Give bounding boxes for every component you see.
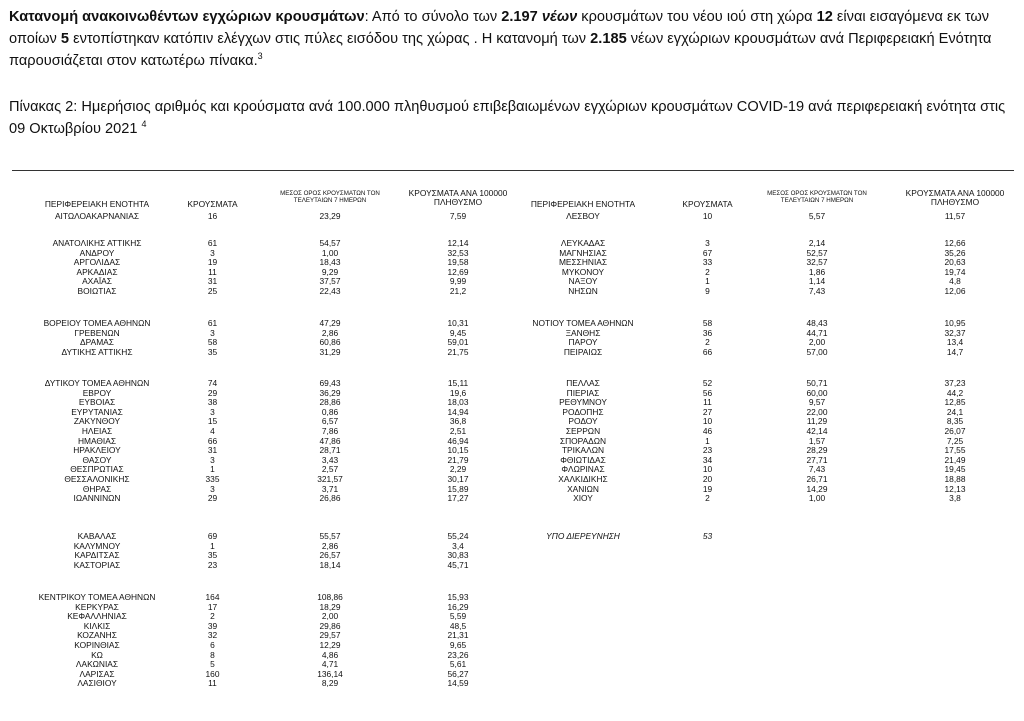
- cell-region: ΚΙΛΚΙΣ: [83, 620, 111, 631]
- cell-region: ΑΝΔΡΟΥ: [79, 247, 115, 258]
- cell-avg7: 0,86: [321, 406, 339, 417]
- cell-per100k: 21,79: [447, 454, 469, 465]
- cell-per100k: 8,35: [946, 416, 964, 427]
- cell-avg7: 1,57: [808, 435, 826, 446]
- cell-avg7: 47,29: [319, 318, 341, 328]
- cell-cases: 1: [705, 276, 710, 287]
- cell-avg7: 22,00: [806, 406, 828, 417]
- cell-avg7: 18,29: [319, 601, 341, 612]
- cell-per100k: 4,8: [949, 276, 961, 287]
- cell-per100k: 18,03: [447, 397, 469, 408]
- cell-per100k: 7,25: [946, 435, 964, 446]
- cell-avg7: 136,14: [317, 668, 343, 679]
- cell-per100k: 15,93: [447, 592, 469, 602]
- cell-cases: 8: [210, 649, 215, 660]
- cell-per100k: 24,1: [946, 406, 964, 417]
- cell-cases: 1: [210, 540, 215, 551]
- cell-avg7: 5,57: [808, 211, 826, 221]
- cell-avg7: 108,86: [317, 592, 343, 602]
- cell-region: ΘΑΣΟΥ: [82, 454, 112, 465]
- cell-avg7: 7,86: [321, 426, 339, 436]
- footnote-ref-4: 4: [141, 119, 147, 130]
- cell-region: ΗΜΑΘΙΑΣ: [77, 435, 117, 446]
- cell-region: ΚΑΣΤΟΡΙΑΣ: [73, 559, 121, 570]
- cell-region: ΤΡΙΚΑΛΩΝ: [561, 445, 605, 456]
- cell-cases: 3: [210, 483, 215, 494]
- cell-per100k: 14,59: [447, 678, 469, 689]
- cell-cases: 6: [210, 640, 215, 650]
- cell-cases: 39: [207, 620, 218, 631]
- cell-cases: 31: [207, 445, 218, 456]
- cell-cases: 17: [207, 601, 218, 612]
- cell-avg7: 12,29: [319, 640, 341, 650]
- cell-avg7: 50,71: [806, 378, 828, 388]
- cell-per100k: 2,51: [449, 426, 467, 436]
- cell-cases: 69: [207, 531, 218, 541]
- cell-avg7: 36,29: [319, 387, 341, 398]
- cell-region: ΡΟΔΟΥ: [568, 416, 598, 427]
- cell-cases: 15: [207, 416, 218, 427]
- cell-per100k: 5,61: [449, 659, 467, 670]
- cell-region: ΠΕΙΡΑΙΩΣ: [563, 346, 603, 357]
- cell-region: ΝΑΞΟΥ: [568, 276, 598, 287]
- cell-per100k: 36,8: [449, 416, 467, 427]
- cell-avg7: 54,57: [319, 238, 341, 248]
- cell-cases: 3: [705, 238, 710, 248]
- cell-per100k: 21,31: [447, 630, 469, 641]
- left-header-region: ΠΕΡΙΦΕΡΕΙΑΚΗ ΕΝΟΤΗΤΑ: [44, 199, 150, 209]
- cell-per100k: 10,95: [944, 318, 966, 328]
- cell-per100k: 19,45: [944, 464, 966, 475]
- cell-per100k: 44,2: [946, 387, 964, 398]
- cell-per100k: 5,59: [449, 611, 467, 622]
- cell-avg7: 11,29: [806, 416, 828, 427]
- cell-cases: 29: [207, 493, 218, 504]
- cell-region: ΒΟΡΕΙΟΥ ΤΟΜΕΑ ΑΘΗΝΩΝ: [43, 318, 151, 328]
- cell-region: ΥΠΟ ΔΙΕΡΕΥΝΗΣΗ: [546, 531, 620, 541]
- cell-cases: 58: [702, 318, 713, 328]
- cell-region: ΚΕΦΑΛΛΗΝΙΑΣ: [67, 611, 127, 622]
- cell-per100k: 11,57: [944, 211, 966, 221]
- cell-avg7: 28,71: [319, 445, 341, 456]
- cell-region: ΠΙΕΡΙΑΣ: [566, 387, 600, 398]
- table-caption: Πίνακας 2: Ημερήσιος αριθμός και κρούσματα ανά 100.000 πληθυσμού επιβεβαιωμένων εγχώριων κρουσμάτων COVID-19 ανά περιφερειακή ενότητα στις 09 Οκτωβρίου 2021 $^4$: [9, 99, 1006, 137]
- cell-per100k: 3,8: [949, 493, 961, 504]
- cell-cases: 53: [702, 531, 713, 541]
- cell-per100k: 2,29: [449, 464, 467, 475]
- cell-avg7: 4,86: [321, 649, 339, 660]
- cell-cases: 1: [705, 435, 710, 446]
- cell-region: ΘΕΣΣΑΛΟΝΙΚΗΣ: [64, 474, 130, 484]
- cell-region: ΧΙΟΥ: [573, 493, 593, 504]
- cell-avg7: 44,71: [806, 327, 828, 338]
- cell-cases: 56: [702, 387, 713, 398]
- cell-avg7: 4,71: [321, 659, 339, 670]
- cell-per100k: 19,6: [449, 387, 467, 398]
- cell-region: ΗΡΑΚΛΕΙΟΥ: [73, 445, 121, 456]
- cell-avg7: 48,43: [806, 318, 828, 328]
- cell-region: ΕΥΒΟΙΑΣ: [78, 397, 116, 408]
- cell-cases: 66: [207, 435, 218, 446]
- cell-avg7: 18,43: [319, 257, 341, 268]
- cell-cases: 11: [208, 678, 217, 689]
- cell-cases: 11: [703, 397, 712, 408]
- cell-per100k: 26,07: [944, 426, 966, 436]
- cell-cases: 25: [207, 286, 218, 296]
- left-header-avg7: ΜΕΣΟΣ ΟΡΟΣ ΚΡΟΥΣΜΑΤΩΝ ΤΟΝ ΤΕΛΕΥΤΑΙΩΝ 7 ΗΜΕΡΩΝ: [280, 190, 380, 205]
- cell-cases: 32: [207, 630, 218, 641]
- cell-cases: 33: [702, 257, 713, 268]
- cell-avg7: 9,29: [321, 266, 339, 277]
- right-header-avg7: ΜΕΣΟΣ ΟΡΟΣ ΚΡΟΥΣΜΑΤΩΝ ΤΟΝ ΤΕΛΕΥΤΑΙΩΝ 7 ΗΜΕΡΩΝ: [767, 190, 867, 205]
- cell-per100k: 3,4: [452, 540, 464, 551]
- intro-lead: Κατανομή ανακοινωθέντων εγχώριων κρουσμάτων: [9, 9, 365, 25]
- cell-region: ΚΟΖΑΝΗΣ: [77, 630, 117, 641]
- cell-avg7: 1,86: [808, 266, 826, 277]
- cell-region: ΦΛΩΡΙΝΑΣ: [561, 464, 605, 475]
- cell-cases: 3: [210, 247, 215, 258]
- cell-cases: 5: [210, 659, 215, 670]
- cell-per100k: 21,75: [447, 346, 469, 357]
- cell-per100k: 9,45: [449, 327, 467, 338]
- cell-avg7: 47,86: [319, 435, 341, 446]
- cell-avg7: 42,14: [806, 426, 828, 436]
- cell-region: ΚΑΒΑΛΑΣ: [77, 531, 117, 541]
- cell-avg7: 57,00: [806, 346, 828, 357]
- cell-cases: 2: [705, 493, 710, 504]
- cell-avg7: 29,86: [319, 620, 341, 631]
- cell-per100k: 21,49: [944, 454, 966, 465]
- cell-region: ΚΕΝΤΡΙΚΟΥ ΤΟΜΕΑ ΑΘΗΝΩΝ: [38, 592, 156, 602]
- cell-cases: 34: [702, 454, 713, 465]
- cell-per100k: 15,11: [447, 378, 469, 388]
- cell-region: ΔΥΤΙΚΟΥ ΤΟΜΕΑ ΑΘΗΝΩΝ: [44, 378, 150, 388]
- cell-avg7: 321,57: [317, 474, 343, 484]
- left-header-per100k: ΚΡΟΥΣΜΑΤΑ ΑΝΑ 100000 ΠΛΗΘΥΣΜΟ: [408, 188, 508, 208]
- cell-avg7: 2,57: [321, 464, 339, 475]
- cell-region: ΠΑΡΟΥ: [568, 337, 598, 348]
- cell-per100k: 12,14: [447, 238, 469, 248]
- cell-cases: 10: [702, 211, 713, 221]
- cell-region: ΘΕΣΠΡΩΤΙΑΣ: [70, 464, 124, 475]
- cell-region: ΚΑΛΥΜΝΟΥ: [73, 540, 121, 551]
- cell-per100k: 56,27: [447, 668, 469, 679]
- cell-per100k: 15,89: [447, 483, 469, 494]
- cell-avg7: 60,86: [319, 337, 341, 348]
- cell-avg7: 1,00: [321, 247, 339, 258]
- cell-per100k: 17,27: [447, 493, 469, 504]
- cell-cases: 66: [702, 346, 713, 357]
- cell-cases: 67: [702, 247, 713, 258]
- cell-cases: 3: [210, 406, 215, 417]
- cell-region: ΜΥΚΟΝΟΥ: [561, 266, 605, 277]
- cell-avg7: 7,43: [808, 464, 826, 475]
- cell-per100k: 46,94: [447, 435, 469, 446]
- cell-avg7: 26,86: [319, 493, 341, 504]
- cell-cases: 2: [210, 611, 215, 622]
- cell-region: ΒΟΙΩΤΙΑΣ: [77, 286, 117, 296]
- cell-region: ΕΒΡΟΥ: [82, 387, 112, 398]
- cell-region: ΡΟΔΟΠΗΣ: [562, 406, 604, 417]
- cell-avg7: 3,71: [321, 483, 339, 494]
- cell-region: ΚΕΡΚΥΡΑΣ: [75, 601, 119, 612]
- cell-region: ΚΩ: [91, 649, 103, 660]
- cell-avg7: 28,29: [806, 445, 828, 456]
- cell-region: ΑΧΑΪΑΣ: [82, 276, 112, 287]
- cell-region: ΦΘΙΩΤΙΔΑΣ: [560, 454, 606, 465]
- cell-region: ΛΑΡΙΣΑΣ: [79, 668, 115, 679]
- cell-avg7: 31,29: [319, 346, 341, 357]
- cell-cases: 35: [207, 550, 218, 561]
- cell-avg7: 1,00: [808, 493, 826, 504]
- cell-cases: 38: [207, 397, 218, 408]
- cell-region: ΚΑΡΔΙΤΣΑΣ: [74, 550, 120, 561]
- right-header-per100k: ΚΡΟΥΣΜΑΤΑ ΑΝΑ 100000 ΠΛΗΘΥΣΜΟ: [905, 188, 1005, 208]
- cell-per100k: 10,15: [447, 445, 469, 456]
- cell-cases: 58: [207, 337, 218, 348]
- cell-region: ΞΑΝΘΗΣ: [565, 327, 601, 338]
- footnote-ref-3: 3: [257, 51, 263, 62]
- cell-per100k: 59,01: [447, 337, 469, 348]
- cell-region: ΛΑΣΙΘΙΟΥ: [77, 678, 117, 689]
- intro-paragraph: Κατανομή ανακοινωθέντων εγχώριων κρουσμάτων: Από το σύνολο των 2.197 νέων κρουσμάτων του νέου ιού στη χώρα 12 είναι εισαγόμενα εκ των οποίων 5 εντοπίστηκαν κατόπιν ελέγχων στις πύλες εισόδου της χώρας . Η κατανομή των 2.185 νέων εγχώριων κρουσμάτων ανά Περιφερειακή Ενότητα παρουσιάζεται στον κατωτέρω πίνακα.$^3$: [9, 9, 992, 69]
- cell-avg7: 2,00: [321, 611, 339, 622]
- cell-avg7: 26,71: [806, 474, 828, 484]
- cell-region: ΑΡΚΑΔΙΑΣ: [76, 266, 118, 277]
- cell-avg7: 9,57: [808, 397, 826, 408]
- cell-avg7: 28,86: [319, 397, 341, 408]
- cell-cases: 3: [210, 454, 215, 465]
- cell-avg7: 7,43: [808, 286, 826, 296]
- right-header-region: ΠΕΡΙΦΕΡΕΙΑΚΗ ΕΝΟΤΗΤΑ: [530, 199, 636, 209]
- cell-cases: 2: [705, 266, 710, 277]
- cell-region: ΧΑΛΚΙΔΙΚΗΣ: [558, 474, 608, 484]
- cell-cases: 52: [702, 378, 713, 388]
- cell-avg7: 2,86: [321, 327, 339, 338]
- cell-cases: 27: [702, 406, 713, 417]
- cell-per100k: 12,85: [944, 397, 966, 408]
- cell-cases: 335: [205, 474, 220, 484]
- cell-cases: 31: [207, 276, 218, 287]
- cell-per100k: 12,69: [447, 266, 469, 277]
- cell-per100k: 7,59: [449, 211, 467, 221]
- cell-region: ΜΑΓΝΗΣΙΑΣ: [559, 247, 607, 258]
- cell-region: ΔΥΤΙΚΗΣ ΑΤΤΙΚΗΣ: [61, 346, 133, 357]
- cell-region: ΑΡΓΟΛΙΔΑΣ: [73, 257, 121, 268]
- cell-region: ΑΙΤΩΛΟΑΚΑΡΝΑΝΙΑΣ: [54, 211, 140, 221]
- cell-avg7: 2,00: [808, 337, 826, 348]
- cell-region: ΣΕΡΡΩΝ: [565, 426, 601, 436]
- cell-per100k: 48,5: [449, 620, 467, 631]
- cell-cases: 164: [205, 592, 220, 602]
- cell-per100k: 30,83: [447, 550, 469, 561]
- cell-region: ΛΕΣΒΟΥ: [566, 211, 600, 221]
- cell-per100k: 12,06: [944, 286, 966, 296]
- cell-region: ΑΝΑΤΟΛΙΚΗΣ ΑΤΤΙΚΗΣ: [52, 238, 142, 248]
- cell-region: ΣΠΟΡΑΔΩΝ: [559, 435, 607, 446]
- cell-per100k: 35,26: [944, 247, 966, 258]
- cell-per100k: 10,31: [447, 318, 469, 328]
- cell-per100k: 32,37: [944, 327, 966, 338]
- cell-region: ΓΡΕΒΕΝΩΝ: [74, 327, 120, 338]
- cell-per100k: 12,13: [944, 483, 966, 494]
- cell-avg7: 8,29: [321, 678, 339, 689]
- cell-per100k: 32,53: [447, 247, 469, 258]
- cell-cases: 23: [207, 559, 218, 570]
- cell-avg7: 69,43: [319, 378, 341, 388]
- cell-cases: 160: [205, 668, 220, 679]
- cell-cases: 9: [705, 286, 710, 296]
- cell-avg7: 26,57: [319, 550, 341, 561]
- cell-region: ΜΕΣΣΗΝΙΑΣ: [558, 257, 608, 268]
- cell-region: ΡΕΘΥΜΝΟΥ: [559, 397, 607, 408]
- cell-cases: 10: [702, 464, 713, 475]
- cell-per100k: 30,17: [447, 474, 469, 484]
- cell-avg7: 18,14: [319, 559, 341, 570]
- cell-cases: 61: [207, 318, 218, 328]
- cell-region: ΝΗΣΩΝ: [568, 286, 598, 296]
- cell-cases: 4: [210, 426, 215, 436]
- cell-per100k: 19,74: [944, 266, 966, 277]
- cell-cases: 16: [207, 211, 218, 221]
- cell-per100k: 13,4: [946, 337, 964, 348]
- cell-avg7: 32,57: [806, 257, 828, 268]
- cell-avg7: 52,57: [806, 247, 828, 258]
- right-header-cases: ΚΡΟΥΣΜΑΤΑ: [682, 199, 733, 209]
- cell-per100k: 21,2: [449, 286, 467, 296]
- cell-per100k: 17,55: [944, 445, 966, 456]
- cell-cases: 19: [702, 483, 713, 494]
- cell-avg7: 55,57: [319, 531, 341, 541]
- cell-avg7: 3,43: [321, 454, 339, 465]
- cell-per100k: 45,71: [447, 559, 469, 570]
- cell-cases: 3: [210, 327, 215, 338]
- cell-region: ΗΛΕΙΑΣ: [81, 426, 113, 436]
- cell-region: ΙΩΑΝΝΙΝΩΝ: [73, 493, 121, 504]
- cell-cases: 29: [207, 387, 218, 398]
- cell-region: ΕΥΡΥΤΑΝΙΑΣ: [71, 406, 123, 417]
- cell-avg7: 6,57: [321, 416, 339, 427]
- cell-cases: 36: [702, 327, 713, 338]
- cell-per100k: 14,7: [946, 346, 964, 357]
- cell-avg7: 23,29: [319, 211, 341, 221]
- cell-cases: 23: [702, 445, 713, 456]
- cell-region: ΛΕΥΚΑΔΑΣ: [560, 238, 606, 248]
- left-header-cases: ΚΡΟΥΣΜΑΤΑ: [187, 199, 238, 209]
- cell-cases: 35: [207, 346, 218, 357]
- cell-per100k: 37,23: [944, 378, 966, 388]
- cell-cases: 61: [207, 238, 218, 248]
- cell-region: ΧΑΝΙΩΝ: [567, 483, 599, 494]
- cell-cases: 74: [207, 378, 218, 388]
- cell-region: ΝΟΤΙΟΥ ΤΟΜΕΑ ΑΘΗΝΩΝ: [532, 318, 634, 328]
- cell-per100k: 20,63: [944, 257, 966, 268]
- cell-cases: 20: [702, 474, 713, 484]
- cell-per100k: 9,65: [449, 640, 467, 650]
- cell-cases: 19: [207, 257, 218, 268]
- cell-avg7: 14,29: [806, 483, 828, 494]
- cell-cases: 46: [702, 426, 713, 436]
- cell-cases: 2: [705, 337, 710, 348]
- cell-per100k: 55,24: [447, 531, 469, 541]
- cell-per100k: 18,88: [944, 474, 966, 484]
- cell-avg7: 1,14: [808, 276, 826, 287]
- cell-avg7: 29,57: [319, 630, 341, 641]
- cell-per100k: 19,58: [447, 257, 469, 268]
- cell-region: ΔΡΑΜΑΣ: [80, 337, 114, 348]
- cell-avg7: 27,71: [806, 454, 828, 465]
- cell-cases: 10: [702, 416, 713, 427]
- cell-avg7: 22,43: [319, 286, 341, 296]
- cell-avg7: 2,86: [321, 540, 339, 551]
- cell-per100k: 12,66: [944, 238, 966, 248]
- cell-cases: 11: [208, 266, 217, 277]
- cell-avg7: 37,57: [319, 276, 341, 287]
- cell-avg7: 2,14: [808, 238, 826, 248]
- cell-per100k: 9,99: [449, 276, 467, 287]
- cell-region: ΠΕΛΛΑΣ: [566, 378, 600, 388]
- cell-avg7: 60,00: [806, 387, 828, 398]
- cell-region: ΛΑΚΩΝΙΑΣ: [75, 659, 119, 670]
- cell-region: ΖΑΚΥΝΘΟΥ: [73, 416, 121, 427]
- cell-cases: 1: [210, 464, 215, 475]
- cell-per100k: 14,94: [447, 406, 469, 417]
- cell-region: ΘΗΡΑΣ: [82, 483, 112, 494]
- cell-per100k: 23,26: [447, 649, 469, 660]
- cell-region: ΚΟΡΙΝΘΙΑΣ: [74, 640, 120, 650]
- cell-per100k: 16,29: [447, 601, 469, 612]
